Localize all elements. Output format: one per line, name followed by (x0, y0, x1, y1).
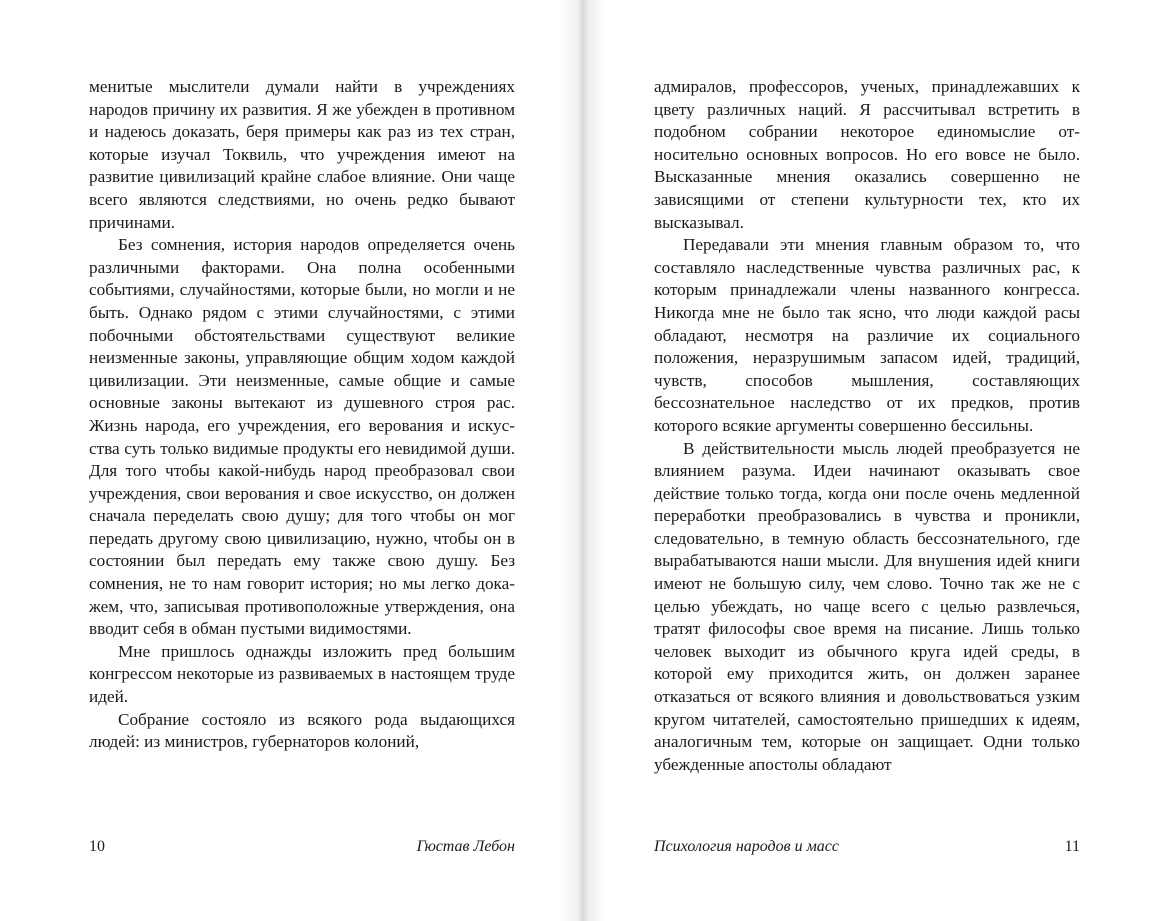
right-paragraph-2: Передавали эти мнения главным образом то, что составляло наследственные чувства различных рас, к которым принадлежали члены названного конгресса. Никогда мне не было так ясно, что люди каждой расы обладают, несмотря на различие их социального положения, неразрушимым запасом идей, традиций, чувств, способов мышления, составляющих бессознательное наследство от их предков, против которого всякие аргументы совершенно бессильны. (654, 235, 1080, 435)
running-head-author: Гюстав Лебон (416, 838, 515, 855)
page-number-left: 10 (89, 838, 105, 855)
left-paragraph-4: Собрание состояло из всякого рода выдающихся людей: из министров, губернаторов колоний, (89, 709, 515, 752)
left-page-body (89, 76, 515, 754)
page-number-right: 11 (1064, 838, 1080, 855)
right-paragraph-3: В действительности мысль людей преобразуется не влиянием разума. Идеи начинают оказывать свое действие только тогда, когда они после очень медленной переработки преобразовались в чувства и проникли, следовательно, в темную область бессознательного, где вырабатываются наши мысли. Для внушения идей книги имеют не большую силу, чем слово. Точно так же не с целью убеждать, но чаще всего с целью развлечься, тратят философы свое время на писание. Лишь только человек выходит из обычного круга идей среды, в которой ему приходится жить, он должен заранее отказаться от всякого влияния и довольствоваться узким кругом читателей, самостоятельно пришедших к идеям, аналогичным тем, которые он защищает. Одни только убежденные апостолы обладают (654, 438, 1080, 774)
running-head-title: Психология народов и масс (654, 838, 839, 855)
right-page-body (654, 76, 1080, 776)
left-paragraph-1: менитые мыслители думали найти в учреждениях народов причину их развития. Я же убежден в противном и надеюсь доказать, беря примеры как раз из тех стран, которые изучал Токвиль, что учреждения имеют на развитие цивилизаций крайне слабое влияние. Они чаще всего являются следствиями, но очень редко бывают причинами. (89, 77, 515, 232)
left-paragraph-2: Без сомнения, история народов определяется очень различными факторами. Она полна особенными событиями, случайностями, которые были, но могли и не быть. Однако рядом с этими случайностями, с этими побочными обстоятельствами существуют великие неизменные законы, управляющие общим ходом каждой цивилизации. Эти неизменные, самые общие и самые основные законы вытекают из душевного строя рас. Жизнь народа, его учреждения, его верования и искусства суть только видимые продукты его невидимой души. Для того чтобы какой-нибудь народ преобразовал свои учреждения, свои верования и свое искусство, он должен сначала переделать свою душу; для того чтобы он мог передать другому свою цивилизацию, нужно, чтобы он в состоянии был передать ему также свою душу. Без сомнения, не то нам говорит история; но мы легко докажем, что, записывая противоположные утверждения, она вводит себя в обман пустыми видимостями. (89, 235, 515, 639)
right-page (581, 0, 1162, 921)
book-gutter-shadow (560, 0, 606, 921)
right-paragraph-1: адмиралов, профессоров, ученых, принадлежавших к цвету различных наций. Я рассчитывал встретить в подобном собрании некоторое единомыслие относительно основных вопросов. Но его вовсе не было. Высказанные мнения оказались совершенно не зависящими от степени культурности тех, кто их высказывал. (654, 77, 1080, 232)
left-paragraph-3: Мне пришлось однажды изложить пред большим конгрессом некоторые из развиваемых в настоящем труде идей. (89, 641, 515, 707)
